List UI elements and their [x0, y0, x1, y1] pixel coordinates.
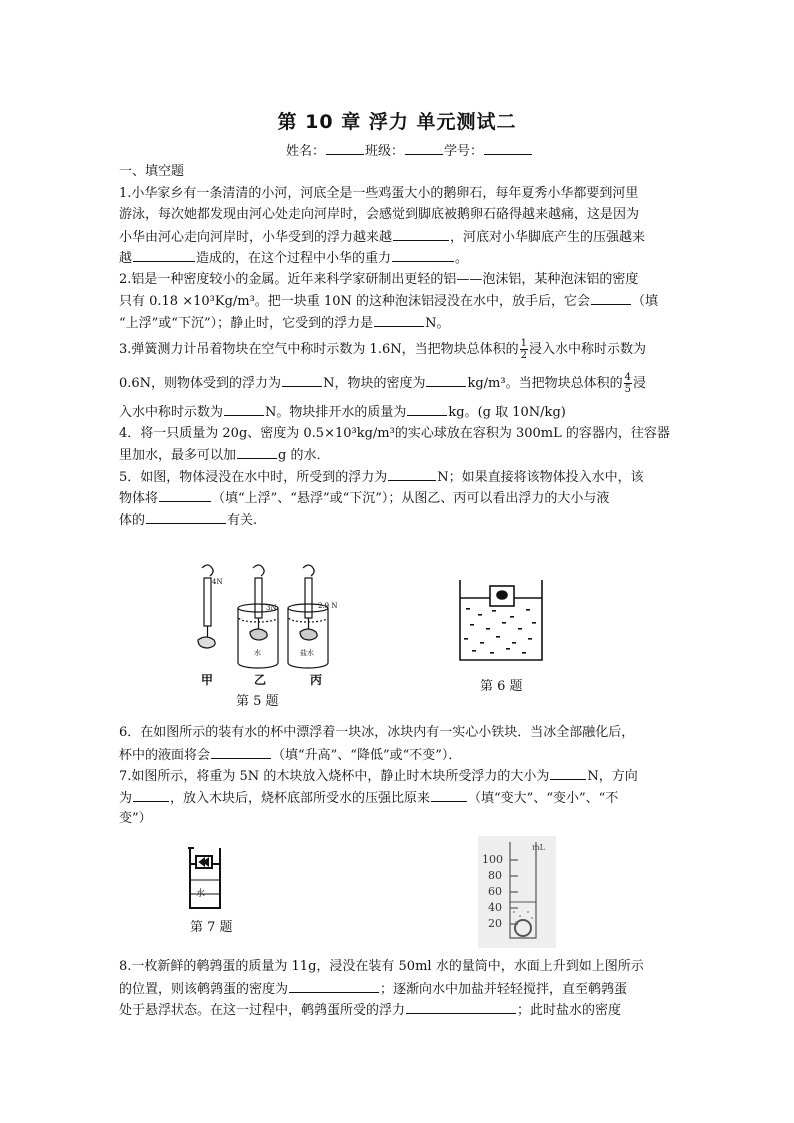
q2-line3: “上浮”或“下沉”）；静止时，它受到的浮力是 N。	[119, 312, 679, 334]
q5-line3: 体的 有关.	[119, 509, 679, 531]
figure-7-beaker	[186, 846, 224, 912]
q3-blank-4[interactable]	[407, 401, 447, 416]
tick-40: 40	[488, 901, 502, 914]
q1-line4: 越 造成的，在这个过程中小华的重力 。	[119, 247, 679, 269]
fraction-one-half: $\frac{1}{2}$	[520, 338, 527, 361]
name-blank[interactable]	[326, 140, 364, 155]
reading-yi: 3N	[266, 604, 277, 612]
quail-egg-icon	[515, 920, 531, 936]
class-label: 班级：	[365, 144, 405, 159]
section-heading: 一、填空题	[119, 164, 185, 179]
tick-60: 60	[488, 885, 502, 898]
tick-100: 100	[482, 853, 503, 866]
hand-icon	[202, 565, 213, 576]
hand-icon	[303, 565, 314, 576]
stone-icon	[198, 637, 215, 648]
q3-line3: 入水中称时示数为 N。物块排开水的质量为 kg。(g 取 10N/kg)	[119, 401, 679, 423]
q6-line1: 6．在如图所示的装有水的杯中漂浮着一块冰，冰块内有一实心小铁块．当冰全部融化后，	[119, 725, 635, 740]
q1-blank-2[interactable]	[133, 247, 195, 262]
q1-line3: 小华由河心走向河岸时，小华受到的浮力越来越 ，河底对小华脚底产生的压强越来	[119, 226, 679, 248]
fraction-four-fifths: $\frac{4}{5}$	[624, 372, 631, 395]
q7-line2: 为 ，放入木块后，烧杯底部所受水的压强比原来 （填“变大”、“变小”、“不	[119, 787, 679, 809]
q3-line1: 3.弹簧测力计吊着物块在空气中称时示数为 1.6N，当把物块总体积的 $\frac{1}{2}$ 浸入水中称时示数为	[119, 338, 646, 361]
q8-line3: 处于悬浮状态。在这一过程中，鹌鹑蛋所受的浮力 ；此时盐水的密度	[119, 999, 679, 1021]
stone-icon	[250, 629, 267, 640]
question-body-2	[119, 722, 679, 830]
q1-blank-3[interactable]	[392, 247, 454, 262]
q4-blank-1[interactable]	[237, 444, 277, 459]
class-blank[interactable]	[405, 140, 443, 155]
question-body	[119, 161, 679, 530]
q4-line1: 4．将一只质量为 20g、密度为 0.5×10³kg/m³的实心球放在容积为 300mL 的容器内，往容器	[119, 425, 670, 441]
q2-blank-2[interactable]	[374, 312, 424, 327]
q7-line1: 7.如图所示，将重为 5N 的木块放入烧杯中，静止时木块所受浮力的大小为 N，方向	[119, 765, 679, 787]
q7-blank-2[interactable]	[133, 787, 169, 802]
q1-line1: 1.小华家乡有一条清清的小河，河底全是一些鸡蛋大小的鹅卵石，每年夏秀小华都要到河里	[119, 185, 639, 201]
q3-blank-1[interactable]	[282, 372, 322, 387]
q7-blank-1[interactable]	[550, 765, 586, 780]
figure-6-ice-cup	[456, 578, 546, 664]
iron-block-icon	[497, 591, 507, 599]
q8-line2: 的位置，则该鹌鹑蛋的密度为 ；逐渐向水中加盐并轻轻搅拌，直至鹌鹑蛋	[119, 978, 679, 1000]
stone-icon	[300, 629, 317, 640]
q7-line3: 变”）	[119, 811, 152, 826]
id-blank[interactable]	[484, 140, 532, 155]
hand-icon	[253, 565, 264, 576]
q2-blank-1[interactable]	[591, 290, 631, 305]
water-dots	[464, 608, 536, 654]
liquid-saltwater-label: 盐水	[300, 649, 314, 657]
page-title: 第 10 章 浮力 单元测试二	[277, 111, 517, 133]
cylinder-unit: mL	[532, 843, 545, 852]
liquid-water-label: 水	[254, 649, 261, 657]
figure-5-spring-scales	[180, 560, 340, 680]
q3-line2: 0.6N，则物体受到的浮力为 N，物块的密度为 kg/m³。当把物块总体积的 $\frac{4}{5}$ 浸	[119, 372, 646, 395]
q5-blank-3[interactable]	[146, 509, 226, 524]
q7-blank-3[interactable]	[431, 787, 467, 802]
reading-bing: 2.9 N	[318, 602, 338, 610]
label-bing: 丙	[310, 673, 323, 687]
q5-line2: 物体将 （填“上浮”、“悬浮”或“下沉”）；从图乙、丙可以看出浮力的大小与液	[119, 487, 679, 509]
q2-line1: 2.铝是一种密度较小的金属。近年来科学家研制出更轻的铝——泡沫铝，某种泡沫铝的密度	[119, 271, 639, 287]
q6-blank-1[interactable]	[211, 744, 271, 759]
question-body-3	[119, 956, 679, 1021]
label-yi: 乙	[254, 673, 267, 687]
q8-blank-1[interactable]	[289, 978, 379, 993]
student-info	[286, 140, 533, 159]
tick-20: 20	[488, 917, 502, 930]
q1-blank-1[interactable]	[393, 226, 449, 241]
q5-line1: 5．如图，物体浸没在水中时，所受到的浮力为 N；如果直接将该物体投入水中，该	[119, 466, 679, 488]
label-jia: 甲	[201, 673, 214, 687]
q5-blank-1[interactable]	[388, 466, 436, 481]
id-label: 学号：	[444, 144, 484, 159]
q8-blank-2[interactable]	[406, 999, 516, 1014]
q2-line2: 只有 0.18 ×10³Kg/m³。把一块重 10N 的这种泡沫铝浸没在水中，放手后，它会 （填	[119, 290, 679, 312]
q6-line2: 杯中的液面将会 （填“升高”、“降低”或“不变”）．	[119, 744, 679, 766]
q1-line2: 游泳，每次她都发现由河心处走向河岸时，会感觉到脚底被鹅卵石硌得越来越痛，这是因为	[119, 207, 640, 222]
tick-80: 80	[488, 869, 502, 882]
beaker-water-label: 水	[196, 889, 206, 899]
q8-line1: 8.一枚新鲜的鹌鹑蛋的质量为 11g，浸没在装有 50ml 水的量筒中，水面上升到如上图所示	[119, 959, 644, 974]
q4-line2: 里加水，最多可以加 g 的水．	[119, 444, 679, 466]
figure-7-caption: 第 7 题	[190, 920, 233, 935]
reading-jia: 4N	[212, 578, 223, 586]
figure-6-caption: 第 6 题	[480, 679, 523, 694]
q5-blank-2[interactable]	[159, 487, 211, 502]
name-label: 姓名：	[286, 144, 326, 159]
figure-5-caption: 第 5 题	[236, 694, 279, 709]
q3-blank-3[interactable]	[224, 401, 264, 416]
q3-blank-2[interactable]	[426, 372, 466, 387]
